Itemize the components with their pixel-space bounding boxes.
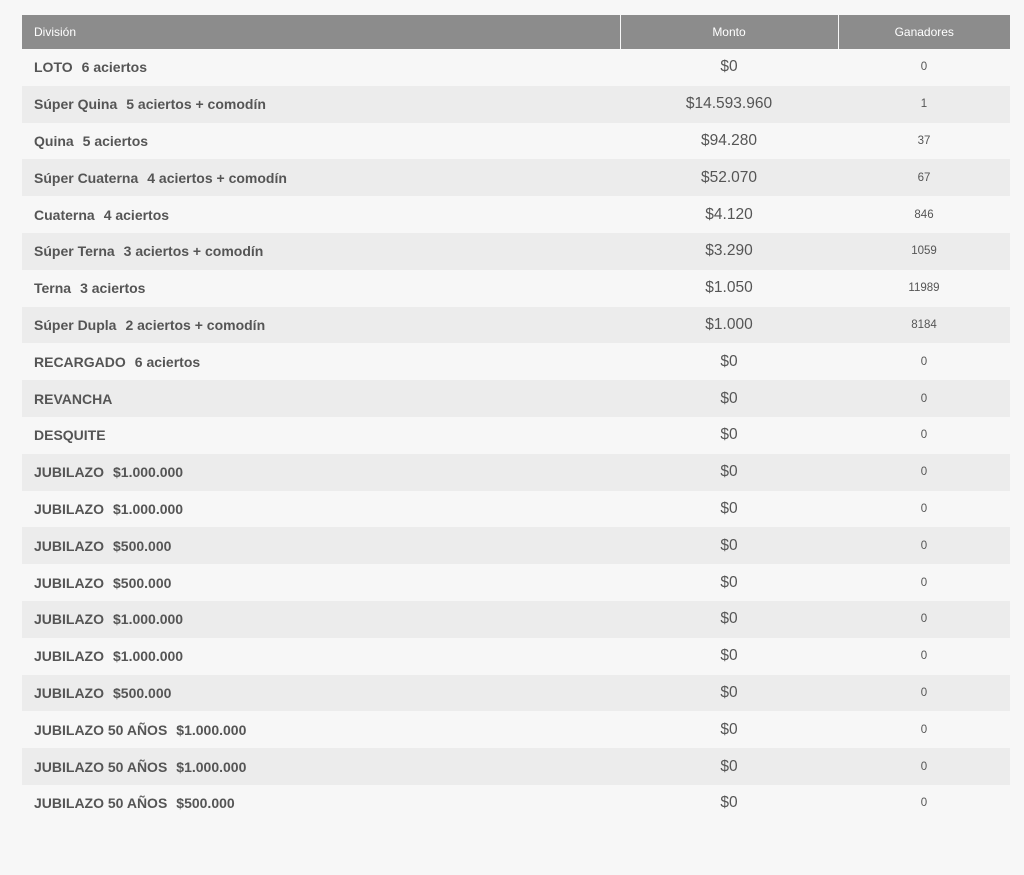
division-detail: $1.000.000: [113, 648, 184, 665]
division-cell: [22, 159, 620, 196]
table-row: [22, 307, 1010, 344]
division-detail: 6 aciertos: [134, 353, 201, 370]
table-row: [22, 343, 1010, 380]
ganadores-cell: 846: [914, 208, 934, 221]
division-cell: [22, 785, 620, 822]
monto-cell: $0: [720, 536, 738, 554]
division-name: JUBILAZO: [34, 611, 104, 628]
division-cell: [22, 343, 620, 380]
ganadores-cell: 0: [920, 576, 928, 589]
division-name: Quina: [34, 132, 74, 149]
ganadores-cell: 0: [920, 61, 928, 74]
monto-cell: $4.120: [705, 205, 753, 223]
table-row: [22, 380, 1010, 417]
monto-cell: $0: [720, 58, 738, 76]
division-cell: [22, 417, 620, 454]
table-row: [22, 748, 1010, 785]
division-cell: [22, 380, 620, 417]
division-cell: [22, 491, 620, 528]
table-row: [22, 564, 1010, 601]
header-division: División: [22, 15, 620, 49]
header-ganadores: Ganadores: [838, 15, 1010, 49]
header-monto: Monto: [620, 15, 838, 49]
monto-cell: $1.000: [705, 315, 753, 333]
table-row: [22, 49, 1010, 86]
ganadores-cell: 0: [920, 797, 928, 810]
table-row: [22, 601, 1010, 638]
division-detail: $500.000: [113, 537, 172, 554]
table-row: [22, 123, 1010, 160]
table-body: [22, 49, 1010, 822]
table-row: [22, 270, 1010, 307]
division-detail: 6 aciertos: [81, 59, 148, 76]
division-detail: $1.000.000: [113, 611, 184, 628]
table-row: [22, 527, 1010, 564]
division-detail: $500.000: [113, 574, 172, 591]
division-name: Súper Dupla: [34, 316, 117, 333]
division-detail: $1.000.000: [176, 721, 247, 738]
monto-cell: $94.280: [700, 131, 758, 149]
ganadores-cell: 0: [920, 650, 928, 663]
header-row: [22, 15, 1010, 49]
ganadores-cell: 0: [920, 686, 928, 699]
ganadores-cell: 67: [917, 171, 931, 184]
monto-cell: $0: [720, 573, 738, 591]
ganadores-cell: 0: [920, 539, 928, 552]
division-name: JUBILAZO: [34, 574, 104, 591]
monto-cell: $52.070: [700, 168, 758, 186]
division-name: Súper Quina: [34, 96, 118, 113]
division-cell: [22, 638, 620, 675]
division-name: Cuaterna: [34, 206, 95, 223]
ganadores-cell: 1059: [911, 245, 937, 258]
division-cell: [22, 601, 620, 638]
division-detail: $1.000.000: [113, 500, 184, 517]
monto-cell: $0: [720, 757, 738, 775]
table-row: [22, 159, 1010, 196]
division-name: JUBILAZO 50 AÑOS: [34, 758, 168, 775]
division-name: LOTO: [34, 59, 73, 76]
division-name: Súper Terna: [34, 243, 115, 260]
division-cell: [22, 307, 620, 344]
table-row: [22, 196, 1010, 233]
table-row: [22, 454, 1010, 491]
table-row: [22, 491, 1010, 528]
division-detail: $1.000.000: [176, 758, 247, 775]
ganadores-cell: 0: [920, 429, 928, 442]
division-cell: [22, 748, 620, 785]
division-cell: [22, 675, 620, 712]
monto-cell: $0: [720, 389, 738, 407]
division-cell: [22, 86, 620, 123]
monto-cell: $0: [720, 499, 738, 517]
division-detail: 5 aciertos: [82, 132, 149, 149]
division-name: JUBILAZO: [34, 684, 104, 701]
division-name: JUBILAZO 50 AÑOS: [34, 795, 168, 812]
division-detail: 5 aciertos + comodín: [126, 96, 266, 113]
division-name: REVANCHA: [34, 390, 113, 407]
table-row: [22, 785, 1010, 822]
table-row: [22, 417, 1010, 454]
ganadores-cell: 0: [920, 760, 928, 773]
ganadores-cell: 0: [920, 613, 928, 626]
monto-cell: $3.290: [705, 242, 753, 260]
division-detail: $500.000: [176, 795, 235, 812]
division-detail: 3 aciertos: [80, 280, 146, 297]
monto-cell: $0: [720, 720, 738, 738]
division-name: JUBILAZO: [34, 500, 104, 517]
prize-table-container: [22, 15, 1010, 822]
ganadores-cell: 0: [920, 355, 928, 368]
monto-cell: $14.593.960: [685, 95, 773, 113]
division-name: RECARGADO: [34, 353, 126, 370]
ganadores-cell: 0: [920, 466, 928, 479]
monto-cell: $0: [720, 647, 738, 665]
monto-cell: $0: [720, 426, 738, 444]
prize-table: [22, 15, 1010, 822]
monto-cell: $0: [720, 463, 738, 481]
division-name: JUBILAZO: [34, 464, 104, 481]
division-name: Súper Cuaterna: [34, 169, 139, 186]
ganadores-cell: 0: [920, 392, 928, 405]
division-detail: 2 aciertos + comodín: [125, 316, 266, 333]
monto-cell: $0: [720, 352, 738, 370]
division-name: DESQUITE: [34, 427, 106, 444]
division-cell: [22, 123, 620, 160]
table-header: [22, 15, 1010, 49]
division-cell: [22, 711, 620, 748]
division-cell: [22, 527, 620, 564]
monto-cell: $0: [720, 683, 738, 701]
ganadores-cell: 0: [920, 723, 928, 736]
division-name: JUBILAZO: [34, 537, 104, 554]
division-detail: $500.000: [113, 684, 172, 701]
table-row: [22, 711, 1010, 748]
table-row: [22, 86, 1010, 123]
division-cell: [22, 454, 620, 491]
division-cell: [22, 49, 620, 86]
ganadores-cell: 1: [920, 98, 928, 111]
division-cell: [22, 233, 620, 270]
division-detail: $1.000.000: [113, 464, 184, 481]
division-cell: [22, 196, 620, 233]
division-name: JUBILAZO 50 AÑOS: [34, 721, 168, 738]
division-detail: 4 aciertos: [103, 206, 170, 223]
table-row: [22, 675, 1010, 712]
ganadores-cell: 11989: [908, 282, 940, 295]
division-cell: [22, 564, 620, 601]
monto-cell: $0: [720, 794, 738, 812]
division-detail: 3 aciertos + comodín: [123, 243, 264, 260]
division-name: JUBILAZO: [34, 648, 104, 665]
division-detail: 4 aciertos + comodín: [147, 169, 287, 186]
table-row: [22, 638, 1010, 675]
ganadores-cell: 0: [920, 502, 928, 515]
monto-cell: $1.050: [705, 279, 753, 297]
monto-cell: $0: [720, 610, 738, 628]
ganadores-cell: 37: [917, 134, 931, 147]
division-name: Terna: [34, 280, 72, 297]
table-row: [22, 233, 1010, 270]
ganadores-cell: 8184: [911, 318, 937, 331]
division-cell: [22, 270, 620, 307]
